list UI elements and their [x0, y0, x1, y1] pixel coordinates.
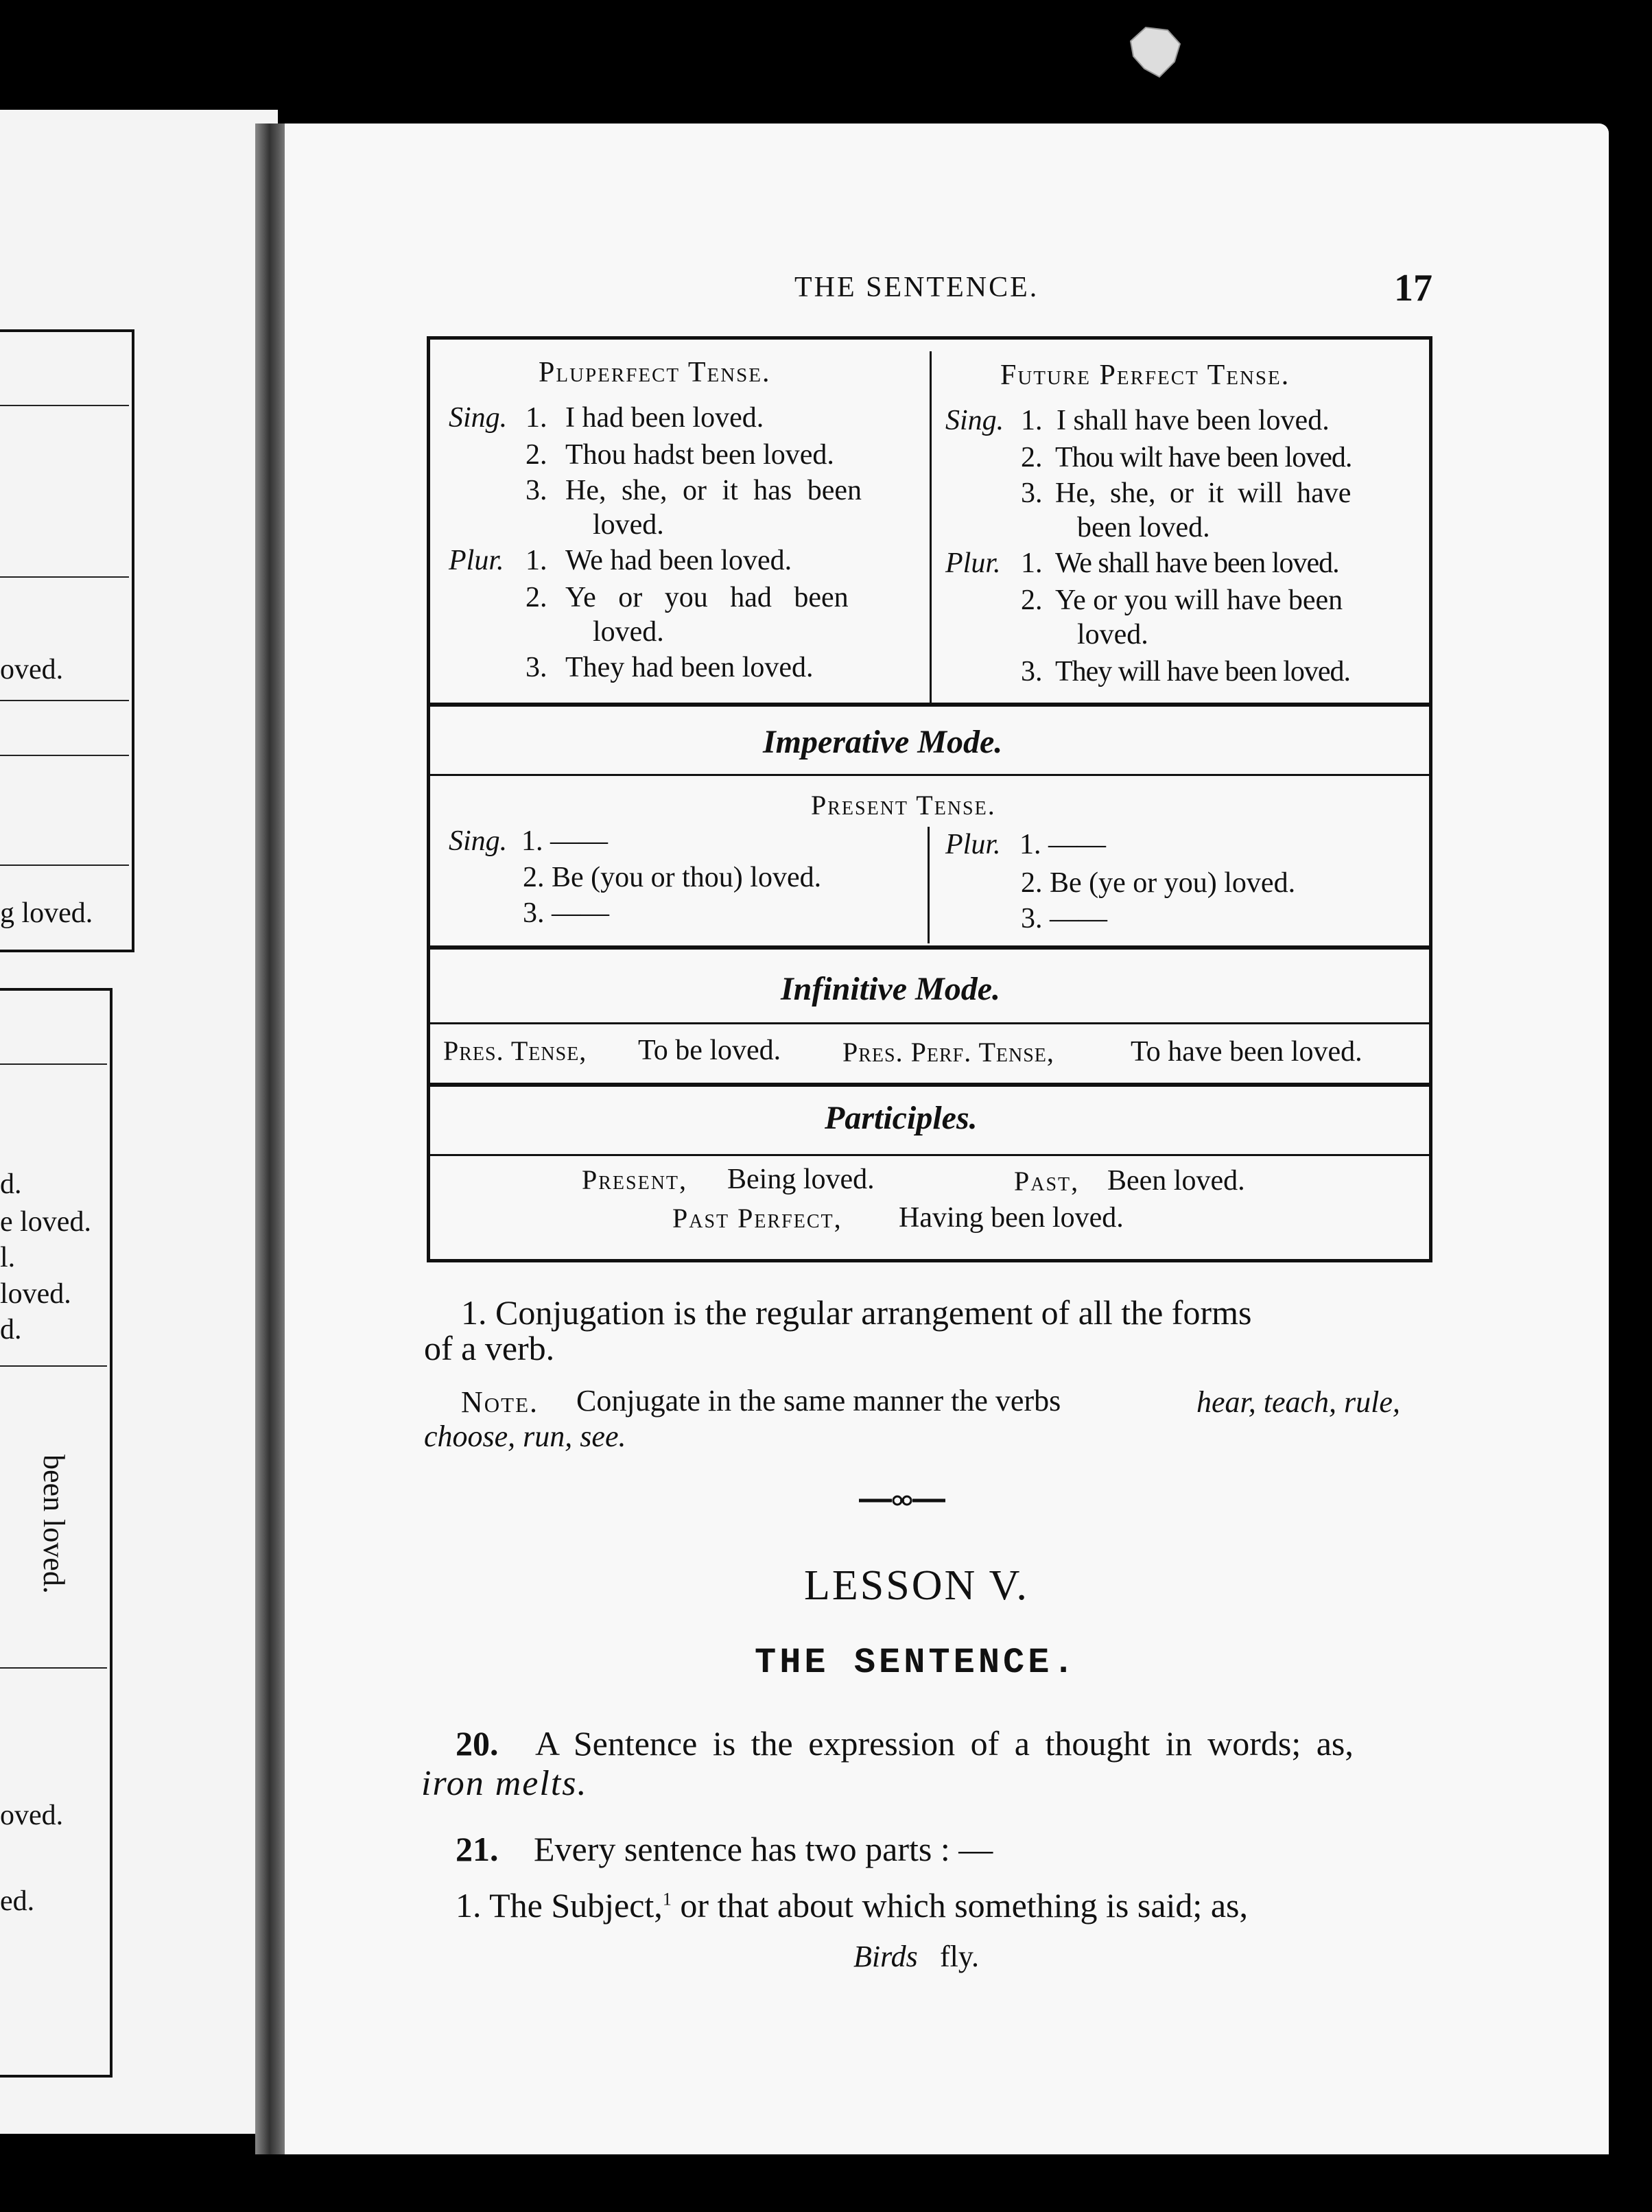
conjugation-form: Thou wilt have been loved. — [1055, 442, 1352, 473]
previous-page-table-frame — [0, 329, 134, 952]
rule — [430, 1022, 1429, 1024]
infinitive-form: To have been loved. — [1131, 1036, 1362, 1068]
paragraph-number: 21. — [456, 1830, 499, 1868]
conjugation-form: loved. — [593, 616, 664, 648]
example-fly: fly. — [940, 1940, 980, 1973]
conjugation-form: Ye or you had been — [565, 582, 849, 613]
conjugation-form: Thou hadst been loved. — [565, 439, 834, 471]
rule — [430, 703, 1429, 707]
fragment: oved. — [0, 654, 64, 685]
column-divider — [930, 351, 932, 703]
column-divider — [928, 827, 930, 943]
conjugation-form: loved. — [1077, 619, 1148, 650]
row-number: 3. — [526, 475, 547, 506]
imperative-form: 3. —— — [523, 897, 609, 929]
imperative-form: 3. —— — [1021, 903, 1107, 934]
fragment: l. — [0, 1242, 16, 1273]
row-number: 1. — [526, 545, 547, 576]
infinitive-form: To be loved. — [638, 1035, 781, 1066]
future-perfect-heading: Future Perfect Tense. — [1000, 360, 1290, 391]
row-number: 3. — [526, 652, 547, 683]
imperative-form: 2. Be (you or thou) loved. — [523, 862, 822, 893]
note-text: Conjugate in the same manner the verbs — [576, 1384, 1061, 1417]
rule — [430, 774, 1429, 776]
rule — [430, 1154, 1429, 1156]
fragment: d. — [0, 1314, 22, 1345]
conjugation-definition: 1. Conjugation is the regular arrangement of all the forms — [461, 1293, 1252, 1332]
paper-fragment — [1125, 21, 1187, 82]
plur-label: Plur. — [945, 829, 1001, 860]
ornament-rule — [858, 1490, 947, 1511]
participle-form: Been loved. — [1107, 1165, 1245, 1197]
lesson-title: LESSON V. — [804, 1562, 1029, 1609]
conjugation-form: He, she, or it will have — [1055, 478, 1352, 509]
conjugation-form: I had been loved. — [565, 402, 764, 434]
note-verbs: choose, run, see. — [424, 1420, 626, 1453]
conjugation-form: We shall have been loved. — [1055, 548, 1339, 579]
imperative-heading: Imperative Mode. — [763, 724, 1003, 760]
fragment: loved. — [0, 1278, 71, 1310]
row-number: 2. — [1021, 442, 1043, 473]
row-number: 2. — [1021, 585, 1043, 616]
fragment: e loved. — [0, 1206, 91, 1238]
past-label: Past, — [1014, 1166, 1080, 1197]
infinitive-heading: Infinitive Mode. — [781, 971, 1000, 1007]
plur-label: Plur. — [945, 548, 1001, 579]
paragraph-20: A Sentence is the expression of a thought in words; as, — [535, 1724, 1354, 1763]
sing-label: Sing. — [945, 405, 1004, 436]
running-title: THE SENTENCE. — [794, 272, 1039, 303]
conjugation-definition-cont: of a verb. — [424, 1329, 555, 1367]
row-number: 3. — [1021, 478, 1043, 509]
subject-definition: 1. The Subject,$^1$ or that about which something is said; as, — [456, 1886, 1248, 1925]
page-number: 17 — [1394, 267, 1432, 309]
conjugation-form: They will have been loved. — [1055, 656, 1351, 687]
note-verbs: hear, teach, rule, — [1196, 1385, 1400, 1419]
rule — [430, 945, 1429, 950]
previous-page — [0, 110, 278, 2134]
conjugation-form: I shall have been loved. — [1057, 405, 1330, 436]
rotated-fragment: been loved. — [37, 1455, 71, 1594]
pres-perf-tense-label: Pres. Perf. Tense, — [842, 1037, 1054, 1068]
imperative-form: 1. —— — [1019, 829, 1106, 860]
participles-heading: Participles. — [825, 1100, 978, 1136]
participle-form: Having been loved. — [899, 1202, 1124, 1234]
note-label: Note. — [461, 1385, 539, 1419]
present-label: Present, — [582, 1164, 688, 1195]
conjugation-form: We had been loved. — [565, 545, 792, 576]
lesson-subtitle: THE SENTENCE. — [755, 1643, 1078, 1683]
paragraph-number: 20. — [456, 1724, 499, 1763]
plur-label: Plur. — [449, 545, 504, 576]
conjugation-form: Ye or you will have been — [1055, 585, 1343, 616]
pres-tense-label: Pres. Tense, — [443, 1035, 587, 1066]
imperative-form: 1. —— — [521, 825, 608, 857]
paragraph-21: Every sentence has two parts : — — [534, 1830, 993, 1868]
conjugation-form: He, she, or it has been — [565, 475, 862, 506]
row-number: 1. — [1021, 405, 1043, 436]
present-tense-heading: Present Tense. — [811, 790, 996, 821]
row-number: 2. — [526, 439, 547, 471]
fragment: ed. — [0, 1885, 35, 1917]
conjugation-form: They had been loved. — [565, 652, 814, 683]
sing-label: Sing. — [449, 825, 508, 857]
row-number: 2. — [526, 582, 547, 613]
row-number: 1. — [1021, 548, 1043, 579]
rule — [430, 1083, 1429, 1087]
conjugation-form: loved. — [593, 509, 664, 541]
imperative-form: 2. Be (ye or you) loved. — [1021, 867, 1296, 899]
past-perfect-label: Past Perfect, — [672, 1203, 842, 1234]
sing-label: Sing. — [449, 402, 508, 434]
conjugation-form: been loved. — [1077, 512, 1210, 543]
row-number: 1. — [526, 402, 547, 434]
example-birds: Birds — [853, 1940, 918, 1973]
pluperfect-heading: Pluperfect Tense. — [539, 357, 771, 388]
fragment: oved. — [0, 1800, 64, 1831]
fragment: g loved. — [0, 897, 93, 929]
participle-form: Being loved. — [727, 1164, 875, 1195]
example-iron-melts: iron melts. — [421, 1764, 588, 1803]
row-number: 3. — [1021, 656, 1043, 687]
fragment: d. — [0, 1168, 22, 1200]
